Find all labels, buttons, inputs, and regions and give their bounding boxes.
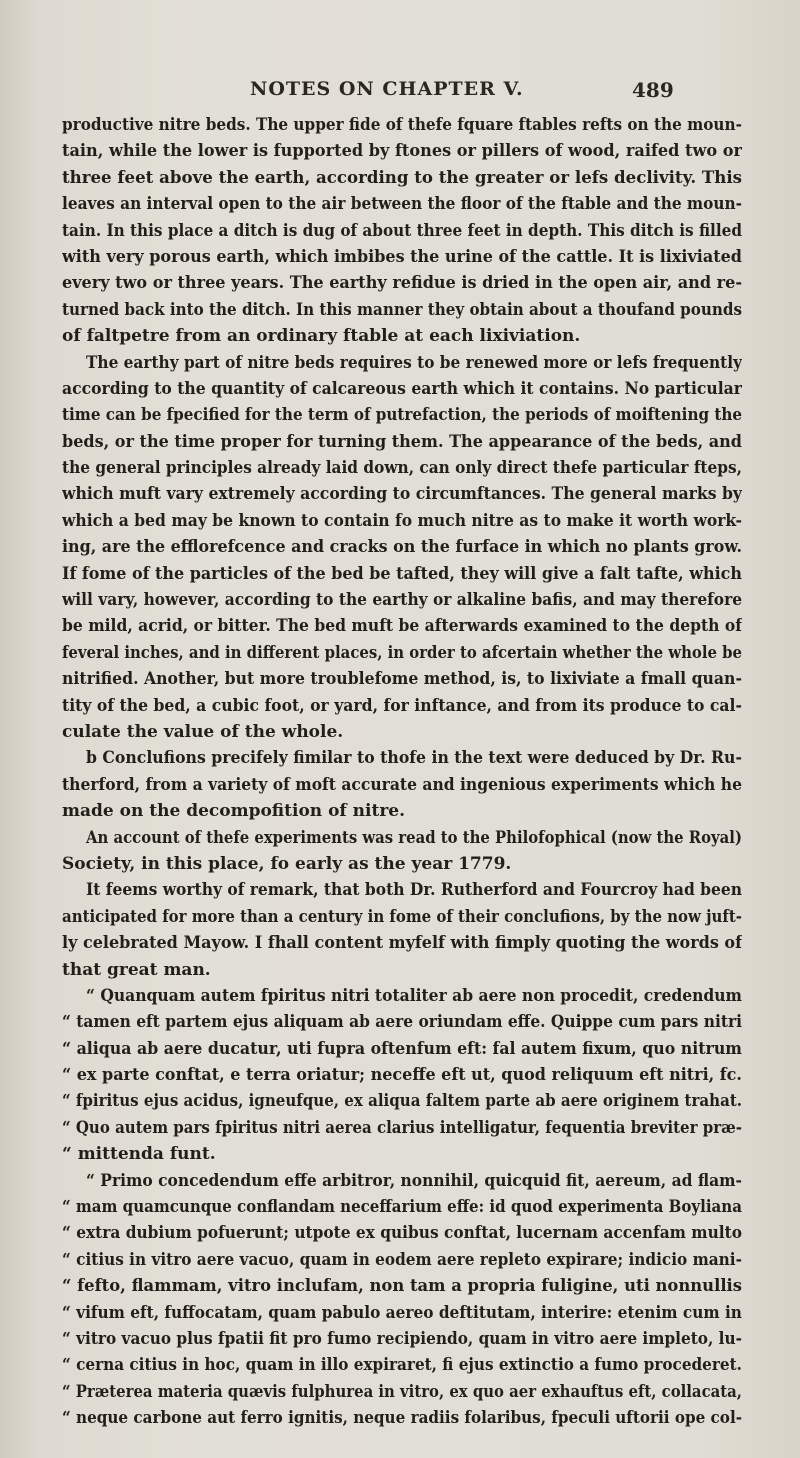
text-line: time can be fpecified for the term of putrefaction, the periods of moiftening the bbox=[62, 405, 742, 426]
text-line: “ mittenda funt. bbox=[62, 1144, 216, 1165]
text-line: that great man. bbox=[62, 959, 211, 980]
text-line: It feems worthy of remark, that both Dr. Rutherford and Fourcroy had been bbox=[86, 880, 742, 901]
text-line: therford, from a variety of moft accurate and ingenious experiments which he bbox=[62, 774, 742, 795]
text-line: every two or three years. The earthy refidue is dried in the open air, and re- bbox=[62, 273, 742, 294]
text-line: which a bed may be known to contain fo much nitre as to make it worth work- bbox=[62, 510, 742, 531]
text-line: “ extra dubium pofuerunt; utpote ex quibus conftat, lucernam accenfam multo bbox=[62, 1223, 742, 1244]
text-line: tain. In this place a ditch is dug of about three feet in depth. This ditch is filled bbox=[62, 220, 742, 241]
text-line: “ fefto, flammam, vitro inclufam, non tam a propria fuligine, uti nonnullis bbox=[62, 1276, 742, 1297]
text-line: beds, or the time proper for turning them. The appearance of the beds, and bbox=[62, 431, 742, 452]
text-line: Society, in this place, fo early as the year 1779. bbox=[62, 853, 512, 874]
text-line: “ aliqua ab aere ducatur, uti fupra oftenfum eft: fal autem fixum, quo nitrum bbox=[62, 1038, 742, 1059]
text-line: b Conclufions precifely fimilar to thofe in the text were deduced by Dr. Ru- bbox=[86, 748, 742, 769]
running-head: NOTES ON CHAPTER V. bbox=[250, 78, 524, 100]
text-line: nitrified. Another, but more troublefome method, is, to lixiviate a fmall quan- bbox=[62, 669, 742, 690]
text-line: three feet above the earth, according to the greater or lefs declivity. This bbox=[62, 167, 742, 188]
text-line: will vary, however, according to the earthy or alkaline bafis, and may therefore bbox=[62, 590, 742, 611]
text-line: “ vifum eft, fuffocatam, quam pabulo aereo deftitutam, interire: etenim cum in bbox=[62, 1302, 742, 1323]
text-line: If fome of the particles of the bed be tafted, they will give a falt tafte, which bbox=[62, 563, 742, 584]
text-line: tain, while the lower is fupported by ftones or pillers of wood, raifed two or bbox=[62, 141, 742, 162]
text-line: anticipated for more than a century in fome of their conclufions, by the now juft- bbox=[62, 906, 742, 927]
text-line: “ vitro vacuo plus fpatii fit pro fumo recipiendo, quam in vitro aere impleto, lu- bbox=[62, 1328, 742, 1349]
text-line: feveral inches, and in different places, in order to afcertain whether the whole be bbox=[62, 642, 742, 663]
text-line: of faltpetre from an ordinary ftable at each lixiviation. bbox=[62, 326, 581, 347]
text-line: according to the quantity of calcareous earth which it contains. No particular bbox=[62, 378, 742, 399]
text-line: productive nitre beds. The upper fide of thefe fquare ftables refts on the moun- bbox=[62, 115, 742, 135]
text-line: with very porous earth, which imbibes the urine of the cattle. It is lixiviated bbox=[62, 246, 742, 267]
text-line: ing, are the efflorefcence and cracks on the furface in which no plants grow. bbox=[62, 537, 742, 558]
text-line: leaves an interval open to the air between the floor of the ftable and the moun- bbox=[62, 194, 742, 215]
text-line: culate the value of the whole. bbox=[62, 721, 344, 742]
text-line: “ Primo concedendum effe arbitror, nonnihil, quicquid fit, aereum, ad flam- bbox=[86, 1170, 742, 1191]
text-line: ly celebrated Mayow. I fhall content myfelf with fimply quoting the words of bbox=[62, 933, 742, 954]
text-line: made on the decompofition of nitre. bbox=[62, 801, 406, 822]
text-line: the general principles already laid down, can only direct thefe particular fteps, bbox=[62, 458, 742, 479]
text-line: tity of the bed, a cubic foot, or yard, for inftance, and from its produce to cal- bbox=[62, 695, 742, 716]
page-header bbox=[0, 78, 800, 108]
text-line: which muft vary extremely according to circumftances. The general marks by bbox=[62, 484, 742, 505]
text-line: “ citius in vitro aere vacuo, quam in eodem aere repleto expirare; indicio mani- bbox=[62, 1249, 742, 1270]
text-line: turned back into the ditch. In this manner they obtain about a thoufand pounds bbox=[62, 299, 742, 320]
text-line: “ neque carbone aut ferro ignitis, neque radiis folaribus, fpeculi uftorii ope col- bbox=[62, 1408, 742, 1429]
text-line: “ fpiritus ejus acidus, igneufque, ex aliqua faltem parte ab aere originem trahat. bbox=[62, 1091, 742, 1112]
text-line: An account of thefe experiments was read to the Philofophical (now the Royal) bbox=[86, 827, 742, 848]
text-line: “ Quo autem pars fpiritus nitri aerea clarius intelligatur, fequentia breviter præ- bbox=[62, 1117, 742, 1138]
text-line: The earthy part of nitre beds requires to be renewed more or lefs frequently bbox=[86, 352, 742, 373]
page-number: 489 bbox=[632, 78, 674, 102]
text-line: “ Præterea materia quævis fulphurea in vitro, ex quo aer exhauftus eft, collacata, bbox=[62, 1381, 742, 1402]
notes-body bbox=[62, 112, 742, 1432]
text-line: be mild, acrid, or bitter. The bed muft be afterwards examined to the depth of bbox=[62, 616, 742, 637]
text-line: “ Quanquam autem fpiritus nitri totaliter ab aere non procedit, credendum bbox=[86, 985, 742, 1006]
text-line: “ tamen eft partem ejus aliquam ab aere oriundam effe. Quippe cum pars nitri bbox=[62, 1012, 742, 1033]
text-line: “ ex parte conftat, e terra oriatur; neceffe eft ut, quod reliquum eft nitri, fc. bbox=[62, 1065, 742, 1086]
text-line: “ mam quamcunque conflandam neceffarium effe: id quod experimenta Boyliana bbox=[62, 1197, 742, 1218]
text-line: “ cerna citius in hoc, quam in illo expiraret, fi ejus extinctio a fumo procederet. bbox=[62, 1355, 742, 1376]
